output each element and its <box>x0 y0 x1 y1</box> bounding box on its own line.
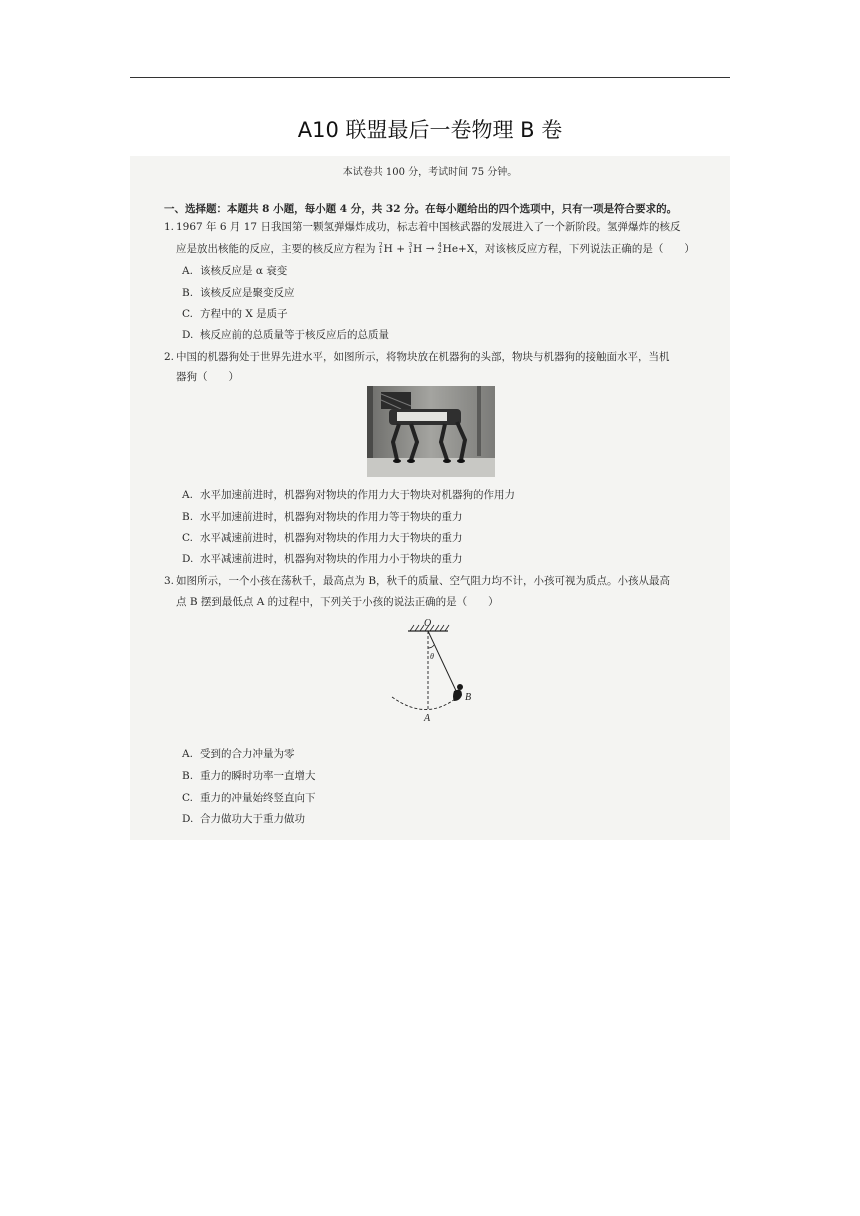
q1-option-a[interactable]: A. 该核反应是 α 衰变 <box>182 265 288 277</box>
reaction-arrow: → <box>425 243 435 255</box>
nuclide-a: 2 1 <box>378 242 383 255</box>
section-heading: 一、选择题：本题共 8 小题，每小题 4 分，共 32 分。在每小题给出的四个选项中，只有一项是符合要求的。 <box>164 203 678 215</box>
q2-stem-line2: 器狗（ ） <box>176 371 239 383</box>
q1-option-d[interactable]: D. 核反应前的总质量等于核反应后的总质量 <box>182 329 389 341</box>
q2-option-c[interactable]: C. 水平减速前进时，机器狗对物块的作用力大于物块的重力 <box>182 532 463 544</box>
q3-stem-line1: 如图所示，一个小孩在荡秋千，最高点为 B，秋千的质量、空气阻力均不计，小孩可视为质点。小孩从最高 <box>176 575 671 587</box>
q1-stem-post: ，对该核反应方程，下列说法正确的是（ ） <box>474 243 695 255</box>
label-theta: θ <box>430 652 434 661</box>
q1-option-c[interactable]: C. 方程中的 X 是质子 <box>182 308 288 320</box>
document-title: A10 联盟最后一卷物理 B 卷 <box>297 118 563 142</box>
plus-sign: + <box>396 243 405 255</box>
q1-stem-line1: 1967 年 6 月 17 日我国第一颗氢弹爆炸成功，标志着中国核武器的发展进入了一个新阶段。氢弹爆炸的核反 <box>176 221 681 233</box>
label-a: A <box>424 713 431 724</box>
q1-line1 <box>164 220 680 234</box>
label-o: O <box>424 618 432 629</box>
q3-option-a[interactable]: A. 受到的合力冲量为零 <box>182 748 295 760</box>
label-b: B <box>465 692 472 703</box>
q3-option-d[interactable]: D. 合力做功大于重力做功 <box>182 813 305 825</box>
q2-stem-line1: 中国的机器狗处于世界先进水平，如图所示，将物块放在机器狗的头部，物块与机器狗的接触面水平，当机 <box>176 351 670 363</box>
q1-line2 <box>176 242 695 256</box>
q3-number: 3. <box>164 575 175 587</box>
nuclide-c-symbol: He+X <box>442 243 475 255</box>
nuclide-c: 4 2 <box>437 242 442 255</box>
q3-stem-line2: 点 B 摆到最低点 A 的过程中，下列关于小孩的说法正确的是（ ） <box>176 596 499 608</box>
nuclide-b-symbol: H <box>413 243 423 255</box>
q2-number: 2. <box>164 351 175 363</box>
q3-option-b[interactable]: B. 重力的瞬时功率一直增大 <box>182 770 316 782</box>
q2-line1 <box>164 350 670 364</box>
exam-intro: 本试卷共 100 分，考试时间 75 分钟。 <box>342 167 518 178</box>
q2-option-a[interactable]: A. 水平加速前进时，机器狗对物块的作用力大于物块对机器狗的作用力 <box>182 489 515 501</box>
q2-option-d[interactable]: D. 水平减速前进时，机器狗对物块的作用力小于物块的重力 <box>182 553 463 565</box>
q1-option-b[interactable]: B. 该核反应是聚变反应 <box>182 287 295 299</box>
q1-number: 1. <box>164 221 175 233</box>
swing-diagram <box>390 617 510 727</box>
q2-option-b[interactable]: B. 水平加速前进时，机器狗对物块的作用力等于物块的重力 <box>182 511 463 523</box>
q3-option-c[interactable]: C. 重力的冲量始终竖直向下 <box>182 792 316 804</box>
q3-line1 <box>164 574 670 588</box>
nuclide-b: 3 1 <box>408 242 413 255</box>
q1-stem-pre: 应是放出核能的反应，主要的核反应方程为 <box>176 243 376 255</box>
robot-dog-photo <box>367 386 495 477</box>
nuclide-a-symbol: H <box>383 243 393 255</box>
top-rule <box>130 77 730 78</box>
scanned-exam-page <box>130 156 730 840</box>
